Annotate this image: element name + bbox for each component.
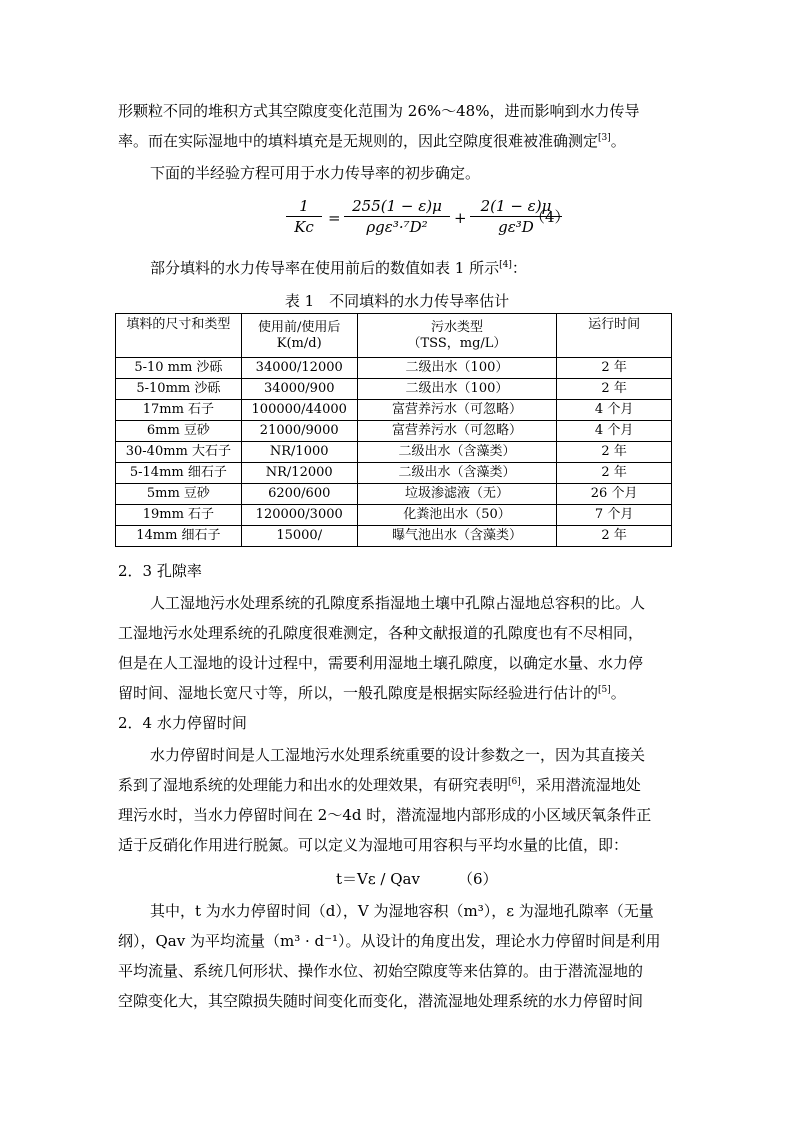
table-cell: 30-40mm 大石子 (116, 442, 242, 463)
table-row (116, 505, 672, 526)
citation: [5] (598, 685, 611, 695)
table-cell: 6200/600 (241, 484, 357, 505)
fraction-lhs (286, 196, 322, 237)
table-header-row (116, 314, 672, 358)
intro-text: 部分填料的水力传导率在使用前后的数值如表 1 所示 (150, 259, 500, 277)
table-cell: 34000/12000 (241, 358, 357, 379)
citation: [4] (499, 260, 512, 270)
table-row (116, 358, 672, 379)
equation-number: （4） (530, 208, 570, 226)
paragraph-text: ，采用潜流湿地处 (520, 776, 641, 794)
section-heading-2-3: 2．3 孔隙率 (118, 562, 202, 580)
table-cell: 100000/44000 (241, 400, 357, 421)
punctuation: 。 (610, 132, 626, 150)
paragraph-line: 工湿地污水处理系统的孔隙度很难测定，各种文献报道的孔隙度也有不尽相同， (118, 624, 644, 642)
citation: [6] (508, 777, 521, 787)
header-line: （TSS，mg/L） (407, 335, 507, 351)
table-row (116, 442, 672, 463)
table-cell: 21000/9000 (241, 421, 357, 442)
table-cell: 曝气池出水（含藻类） (357, 526, 557, 547)
paragraph-line: 人工湿地污水处理系统的孔隙度系指湿地土壤中孔隙占湿地总容积的比。人 (150, 594, 646, 612)
table-cell: 富营养污水（可忽略） (357, 400, 557, 421)
table-cell: 2 年 (557, 442, 672, 463)
table-cell: 2 年 (557, 463, 672, 484)
table-row (116, 379, 672, 400)
table-caption: 表 1 不同填料的水力传导率估计 (284, 292, 510, 310)
table-cell: 二级出水（100） (357, 379, 557, 400)
table-intro (150, 258, 527, 278)
table-cell: 15000/ (241, 526, 357, 547)
table-row (116, 526, 672, 547)
equals-sign: = (328, 209, 341, 227)
table-cell: NR/12000 (241, 463, 357, 484)
header-cell (357, 314, 557, 358)
punctuation: ： (511, 259, 527, 277)
plus-sign: + (454, 209, 467, 227)
denominator: gε³D (498, 218, 534, 236)
table-cell: 19mm 石子 (116, 505, 242, 526)
header-cell: 填料的尺寸和类型 (116, 314, 242, 358)
paragraph-line: 纲），Qav 为平均流量（m³ · d⁻¹）。从设计的角度出发，理论水力停留时间是利用 (118, 932, 661, 950)
denominator: ρgε³·⁷D² (366, 218, 428, 236)
paragraph-line (118, 131, 626, 151)
equation-6: t＝Vε / Qav (336, 870, 420, 888)
paragraph-line (118, 683, 626, 703)
table-row (116, 484, 672, 505)
table-cell: 二级出水（含藻类） (357, 463, 557, 484)
fraction-term1 (344, 196, 450, 237)
formula-intro: 下面的半经验方程可用于水力传导率的初步确定。 (150, 164, 481, 182)
paragraph-line: 平均流量、系统几何形状、操作水位、初始空隙度等来估算的。由于潜流湿地的 (118, 962, 644, 980)
table-cell: 5-14mm 细石子 (116, 463, 242, 484)
table-row (116, 421, 672, 442)
header-cell (241, 314, 357, 358)
paragraph-text: 系到了湿地系统的处理能力和出水的处理效果，有研究表明 (118, 776, 509, 794)
table-row (116, 463, 672, 484)
paragraph-line: 其中，t 为水力停留时间（d），V 为湿地容积（m³），ε 为湿地孔隙率（无量 (150, 902, 654, 920)
table-cell: 二级出水（含藻类） (357, 442, 557, 463)
header-line: K(m/d) (276, 335, 322, 351)
data-table (115, 313, 672, 547)
equation-number: （6） (458, 870, 498, 888)
paragraph-line: 理污水时，当水力停留时间在 2～4d 时，潜流湿地内部形成的小区域厌氧条件正 (118, 806, 652, 824)
table-cell: 二级出水（100） (357, 358, 557, 379)
citation: [3] (598, 133, 611, 143)
table-cell: 120000/3000 (241, 505, 357, 526)
table-cell: 富营养污水（可忽略） (357, 421, 557, 442)
table-cell: 4 个月 (557, 421, 672, 442)
table-cell: 14mm 细石子 (116, 526, 242, 547)
section-heading-2-4: 2．4 水力停留时间 (118, 714, 247, 732)
table-cell: 化粪池出水（50） (357, 505, 557, 526)
punctuation: 。 (610, 684, 626, 702)
paragraph-line: 但是在人工湿地的设计过程中，需要利用湿地土壤孔隙度，以确定水量、水力停 (118, 654, 644, 672)
paragraph-line: 空隙变化大，其空隙损失随时间变化而变化，潜流湿地处理系统的水力停留时间 (118, 992, 644, 1010)
paragraph-text: 率。而在实际湿地中的填料填充是无规则的，因此空隙度很难被准确测定 (118, 132, 599, 150)
table-cell: 17mm 石子 (116, 400, 242, 421)
table-cell: 2 年 (557, 358, 672, 379)
header-line: 污水类型 (430, 319, 483, 335)
header-line: 使用前/使用后 (258, 319, 341, 335)
table-cell: 7 个月 (557, 505, 672, 526)
table-cell: 5mm 豆砂 (116, 484, 242, 505)
header-cell: 运行时间 (557, 314, 672, 358)
paragraph-line (118, 775, 641, 795)
numerator: 255(1 − ε)μ (344, 196, 450, 217)
table-cell: 2 年 (557, 379, 672, 400)
paragraph-line: 形颗粒不同的堆积方式其空隙度变化范围为 26%～48%，进而影响到水力传导 (118, 102, 640, 120)
paragraph-text: 留时间、湿地长宽尺寸等，所以，一般孔隙度是根据实际经验进行估计的 (118, 684, 599, 702)
denominator: Kc (294, 218, 314, 236)
table-row (116, 400, 672, 421)
table-cell: 2 年 (557, 526, 672, 547)
table-cell: 5-10 mm 沙砾 (116, 358, 242, 379)
table-cell: 5-10mm 沙砾 (116, 379, 242, 400)
table-cell: 34000/900 (241, 379, 357, 400)
table-cell: NR/1000 (241, 442, 357, 463)
paragraph-line: 适于反硝化作用进行脱氮。可以定义为湿地可用容积与平均水量的比值，即： (118, 836, 629, 854)
table-cell: 4 个月 (557, 400, 672, 421)
table-cell: 26 个月 (557, 484, 672, 505)
numerator: 1 (286, 196, 322, 217)
table-cell: 6mm 豆砂 (116, 421, 242, 442)
table-cell: 垃圾渗滤液（无） (357, 484, 557, 505)
paragraph-line: 水力停留时间是人工湿地污水处理系统重要的设计参数之一，因为其直接关 (150, 746, 646, 764)
numerator: 2(1 − ε)μ (470, 196, 562, 217)
